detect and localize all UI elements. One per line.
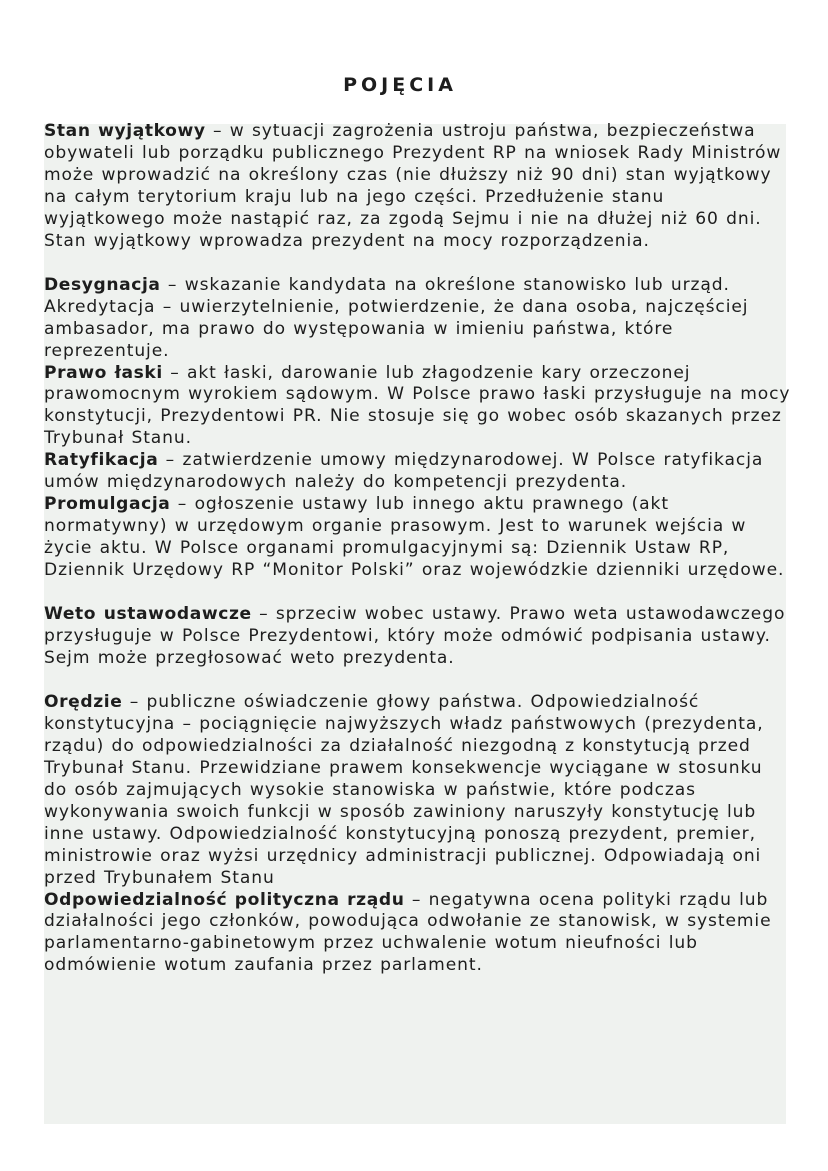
separator: – <box>170 494 195 515</box>
term: Orędzie <box>44 691 123 712</box>
definition: zatwierdzenie umowy międzynarodowej. W Polsce ratyfikacja umów międzynarodowych należy do kompetencji prezydenta. <box>44 450 764 493</box>
definition: w sytuacji zagrożenia ustroju państwa, bezpieczeństwa obywateli lub porządku publicznego Prezydent RP na wniosek Rady Ministrów może wprowadzić na określony czas (nie dłuższy niż 90 dni) stan wyjątkowy na całym terytorium kraju lub na jego części. Przedłużenie stanu wyjątkowego może nastąpić raz, za zgodą Sejmu i nie na dłużej niż 60 dni. Stan wyjątkowy wprowadza prezydent na mocy rozporządzenia. <box>44 121 782 251</box>
entry-akredytacja: Akredytacja – uwierzytelnienie, potwierdzenie, że dana osoba, najczęściej ambasador, ma prawo do występowania w imieniu państwa, które reprezentuje. <box>44 296 749 361</box>
entry-stan-wyjatkowy <box>44 121 792 253</box>
entry-odpowiedzialnosc-polityczna <box>44 890 792 978</box>
definition: sprzeciw wobec ustawy. Prawo weta ustawodawczego przysługuje w Polsce Prezydentowi, który może odmówić podpisania ustawy. Sejm może przegłosować weto prezydenta. <box>44 604 786 668</box>
page-title: POJĘCIA <box>343 74 457 96</box>
separator: – <box>251 604 276 625</box>
separator: – <box>205 121 230 141</box>
separator: – <box>160 274 185 295</box>
definition: negatywna ocena polityki rządu lub działalności jego członków, powodująca odwołanie ze stanowisk, w systemie parlamentarno-gabinetowym przez uchwalenie wotum nieufności lub odmówienie wotum zaufania przez parlament. <box>44 889 772 976</box>
entry-promulgacja <box>44 494 792 582</box>
entry-desygnacja <box>44 275 792 297</box>
separator: – <box>122 691 147 712</box>
definition: akt łaski, darowanie lub złagodzenie kary orzeczonej prawomocnym wyrokiem sądowym. W Polsce prawo łaski przysługuje na mocy konstytucji, Prezydentowi PR. Nie stosuje się go wobec osób skazanych przez Trybunał Stanu. <box>44 362 791 449</box>
term: Odpowiedzialność polityczna rządu <box>44 889 405 910</box>
separator: – <box>158 450 183 471</box>
term: Stan wyjątkowy <box>44 121 206 141</box>
entry-ratyfikacja <box>44 450 792 494</box>
definition: publiczne oświadczenie głowy państwa. Odpowiedzialność konstytucyjna – pociągnięcie najwyższych władz państwowych (prezydenta, rządu) do odpowiedzialności za działalność niezgodną z konstytucją przed Trybunał Stanu. Przewidziane prawem konsekwencje wyciągane w stosunku do osób zajmujących wysokie stanowiska w państwie, które podczas wykonywania swoich funkcji w sposób zawiniony naruszyły konstytucję lub inne ustawy. Odpowiedzialność konstytucyjną ponoszą prezydent, premier, ministrowie oraz wyżsi urzędnicy administracji publicznej. Odpowiadają oni przed Trybunałem Stanu <box>44 691 764 888</box>
term: Promulgacja <box>44 494 171 515</box>
term: Prawo łaski <box>44 362 163 383</box>
separator: – <box>404 889 429 910</box>
entry-prawo-laski <box>44 363 792 451</box>
definitions-list <box>44 121 792 977</box>
definition: wskazanie kandydata na określone stanowisko lub urząd. <box>184 274 730 295</box>
term: Ratyfikacja <box>44 450 159 471</box>
separator: – <box>162 362 187 383</box>
entry-oredzie <box>44 692 792 890</box>
definition: ogłoszenie ustawy lub innego aktu prawnego (akt normatywny) w urzędowym organie prasowym. Jest to warunek wejścia w życie aktu. W Polsce organami promulgacyjnymi są: Dziennik Ustaw RP, Dziennik Urzędowy RP “Monitor Polski” oraz wojewódzkie dzienniki urzędowe. <box>44 494 785 581</box>
term: Weto ustawodawcze <box>44 604 252 625</box>
term: Desygnacja <box>44 274 161 295</box>
entry-weto-ustawodawcze <box>44 604 792 670</box>
